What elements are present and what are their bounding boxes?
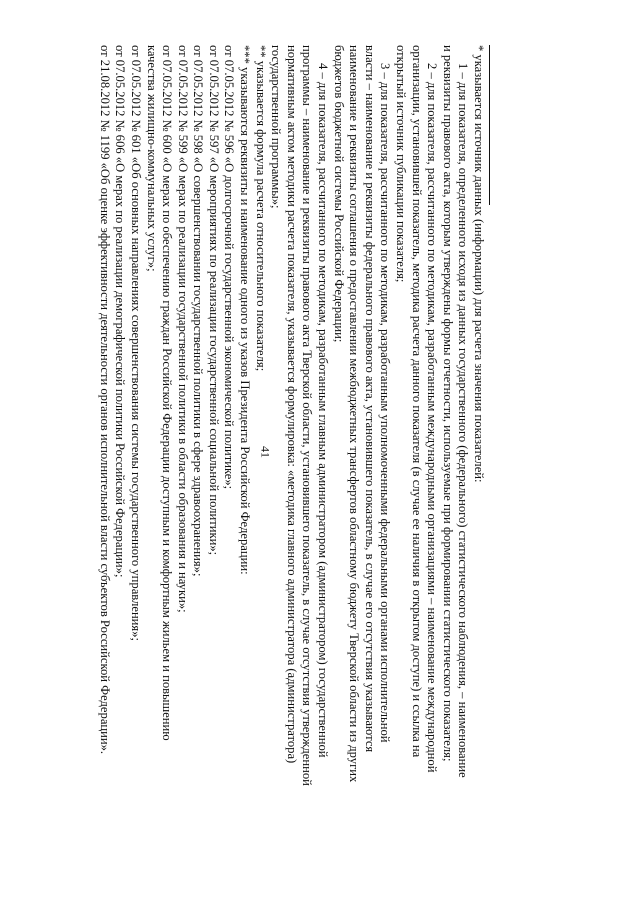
- source-item-2: 2 – для показателя, рассчитанного по методикам, разработанным международными организациями – наименование международной: [425, 63, 440, 773]
- source-item-3-cont: власти – наименование и реквизиты федерального правового акта, установившего показатель, в случае его отсутствия указываются: [362, 45, 377, 753]
- footnotes-block: [96, 45, 490, 855]
- source-item-1-cont: и реквизиты правового акта, которым утверждены формы отчетности, используемые при формировании статистического показателя;: [440, 45, 455, 762]
- decree-item-cont: качества жилищно-коммунальных услуг»;: [144, 45, 159, 272]
- decree-item: от 21.08.2012 № 1199 «Об оценке эффективности деятельности органов исполнительной власти субъектов Российской Федерации».: [97, 45, 112, 755]
- source-item-4-cont: нормативным актом методики расчета показателя, указывается формулировка: «методика главного администратора (администратора): [284, 45, 299, 764]
- decree-item: от 07.05.2012 № 606 «О мерах по реализации демографической политики Российской Федерации»;: [113, 45, 128, 578]
- footnote-single-star: * указывается источник данных (информации) для расчета значения показателей:: [472, 45, 486, 483]
- source-item-2-cont: организации, установившей показатель, методика расчета данного показателя (в случае ее наличия в открытом доступе) и ссылка на: [409, 45, 424, 758]
- source-item-4-cont: государственной программы»;: [269, 45, 284, 209]
- page-number: 41: [258, 446, 273, 458]
- decree-item: от 07.05.2012 № 600 «О мерах по обеспечению граждан Российской Федерации доступным и комфортным жильем и повышению: [160, 45, 175, 741]
- source-item-4: 4 – для показателя, рассчитанного по методикам, разработанным главным администратором (администратором) государственной: [316, 63, 331, 758]
- decree-item: от 07.05.2012 № 598 «О совершенствовании государственной политики в сфере здравоохранения»;: [191, 45, 206, 577]
- source-item-2-cont: открытый источник публикации показателя;: [394, 45, 409, 283]
- source-item-1: 1 – для показателя, определенного исходя из данных государственного (федерального) статистического наблюдения, – наименование: [456, 63, 471, 778]
- decree-item: от 07.05.2012 № 601 «Об основных направлениях совершенствования системы государственного управления»;: [128, 45, 143, 642]
- source-item-3-cont: бюджетов бюджетной системы Российской Федерации;: [331, 45, 346, 343]
- source-item-3-cont: наименование и реквизиты соглашения о предоставлении межбюджетных трансфертов областному бюджету Тверской области из других: [347, 45, 362, 783]
- source-item-4-cont: программы – наименование и реквизиты правового акта Тверской области, установившего показатель, в случае отсутствия утвержденной: [300, 45, 315, 786]
- decree-item: от 07.05.2012 № 596 «О долгосрочной государственной экономической политике»;: [222, 45, 237, 490]
- footnote-double-star: ** указывается формула расчета относительного показателя;: [253, 45, 268, 372]
- footnote-divider: [489, 45, 490, 205]
- decree-item: от 07.05.2012 № 597 «О мероприятиях по реализации государственной социальной политики»;: [206, 45, 221, 556]
- decree-item: от 07.05.2012 № 599 «О мерах по реализации государственной политики в области образования и науки»;: [175, 45, 190, 613]
- source-item-3: 3 – для показателя, рассчитанного по методикам, разработанным уполномоченными федеральными органами исполнительной: [378, 63, 393, 743]
- footnote-triple-star: *** указываются реквизиты и наименование одного из указов Президента Российской Федерации:: [238, 45, 253, 575]
